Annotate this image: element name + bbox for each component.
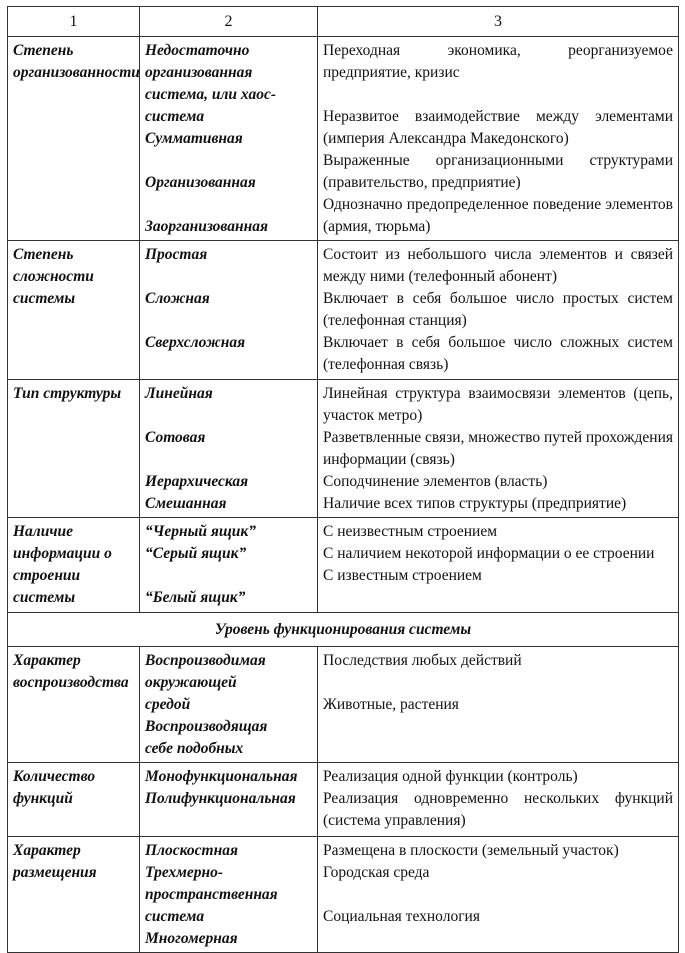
table-row [8, 647, 679, 763]
header-col-3: 3 [318, 7, 679, 37]
types-cell [140, 37, 318, 241]
criterion-cell [8, 837, 140, 953]
type-desc: Однозначно предопределенное поведение элементов (армия, тюрьма) [323, 196, 673, 235]
type-name: Воспроизводящая себе подобных [145, 718, 268, 757]
type-name: Недостаточно организованная система, или хаос-система [145, 42, 277, 125]
type-desc: Реализация одновременно нескольких функций (система управления) [323, 790, 673, 829]
type-name: Сверхсложная [145, 334, 246, 351]
type-desc: Наличие всех типов структуры (предприятие) [323, 495, 627, 512]
criterion-label: Наличие информации о строении системы [13, 523, 112, 606]
type-desc: С неизвестным строением [323, 523, 498, 540]
criterion-label: Степень сложности системы [13, 246, 94, 307]
type-name: Суммативная [145, 130, 243, 147]
table-row [8, 518, 679, 613]
type-desc: Переходная экономика, реорганизуемое предприятие, кризис [323, 42, 673, 81]
criterion-label: Количество функций [13, 768, 96, 807]
type-name: Организованная [145, 174, 256, 191]
type-name: Сотовая [145, 429, 206, 446]
criterion-cell [8, 241, 140, 380]
type-name: “Черный ящик” [145, 523, 256, 540]
table-row [8, 380, 679, 518]
type-name: Трехмерно-пространственная система [145, 864, 278, 925]
header-col-2: 2 [140, 7, 318, 37]
type-desc: Животные, растения [323, 696, 459, 713]
type-desc: Городская среда [323, 864, 430, 881]
desc-cell [318, 647, 679, 763]
table-row [8, 763, 679, 837]
desc-cell [318, 837, 679, 953]
type-name: Иерархическая [145, 473, 249, 490]
classification-table-page [7, 6, 678, 947]
criterion-label: Тип структуры [13, 385, 122, 402]
type-name: Многомерная [145, 930, 238, 947]
classification-table [7, 6, 679, 953]
table-row [8, 37, 679, 241]
type-name: Полифункциональная [145, 790, 296, 807]
types-cell [140, 647, 318, 763]
type-desc: Последствия любых действий [323, 652, 522, 669]
type-desc: С известным строением [323, 567, 482, 584]
type-desc: Включает в себя большое число простых систем (телефонная станция) [323, 290, 673, 329]
type-desc: Разветвленные связи, множество путей прохождения информации (связь) [323, 429, 674, 468]
criterion-label: Степень организованности [13, 42, 140, 81]
type-name: Плоскостная [145, 842, 238, 859]
criterion-cell [8, 763, 140, 837]
header-row [8, 7, 679, 37]
desc-cell [318, 763, 679, 837]
criterion-label: Характер размещения [13, 842, 97, 881]
desc-cell [318, 518, 679, 613]
criterion-cell [8, 380, 140, 518]
table-row [8, 241, 679, 380]
type-desc: Состоит из небольшого числа элементов и связей между ними (телефонный абонент) [323, 246, 673, 285]
criterion-cell [8, 647, 140, 763]
type-desc: Включает в себя большое число сложных систем (телефонная связь) [323, 334, 673, 373]
type-desc: Социальная технология [323, 908, 480, 925]
desc-cell [318, 37, 679, 241]
type-name: Сложная [145, 290, 210, 307]
type-name: Смешанная [145, 495, 227, 512]
type-desc: Соподчинение элементов (власть) [323, 473, 548, 490]
criterion-cell [8, 518, 140, 613]
type-desc: Выраженные организационными структурами (правительство, предприятие) [323, 152, 673, 191]
table-row [8, 837, 679, 953]
criterion-label: Характер воспроизводства [13, 652, 129, 691]
type-name: “Белый ящик” [145, 589, 246, 606]
types-cell [140, 518, 318, 613]
type-name: Монофункциональная [145, 768, 298, 785]
type-name: “Серый ящик” [145, 545, 247, 562]
types-cell [140, 241, 318, 380]
type-desc: Линейная структура взаимосвязи элементов (цепь, участок метро) [323, 385, 673, 424]
type-desc: Размещена в плоскости (земельный участок) [323, 842, 619, 859]
desc-cell [318, 380, 679, 518]
type-desc: С наличием некоторой информации о ее строении [323, 545, 655, 562]
type-desc: Реализация одной функции (контроль) [323, 768, 578, 785]
section-title: Уровень функционирования системы [8, 613, 679, 647]
type-name: Простая [145, 246, 208, 263]
types-cell [140, 837, 318, 953]
type-name: Линейная [145, 385, 213, 402]
type-name: Воспроизводимая окружающей средой [145, 652, 266, 713]
type-name: Заорганизованная [145, 218, 268, 235]
type-desc: Неразвитое взаимодействие между элементами (империя Александра Македонского) [323, 108, 673, 147]
desc-cell [318, 241, 679, 380]
section-row [8, 613, 679, 647]
header-col-1: 1 [8, 7, 140, 37]
types-cell [140, 380, 318, 518]
criterion-cell [8, 37, 140, 241]
types-cell [140, 763, 318, 837]
